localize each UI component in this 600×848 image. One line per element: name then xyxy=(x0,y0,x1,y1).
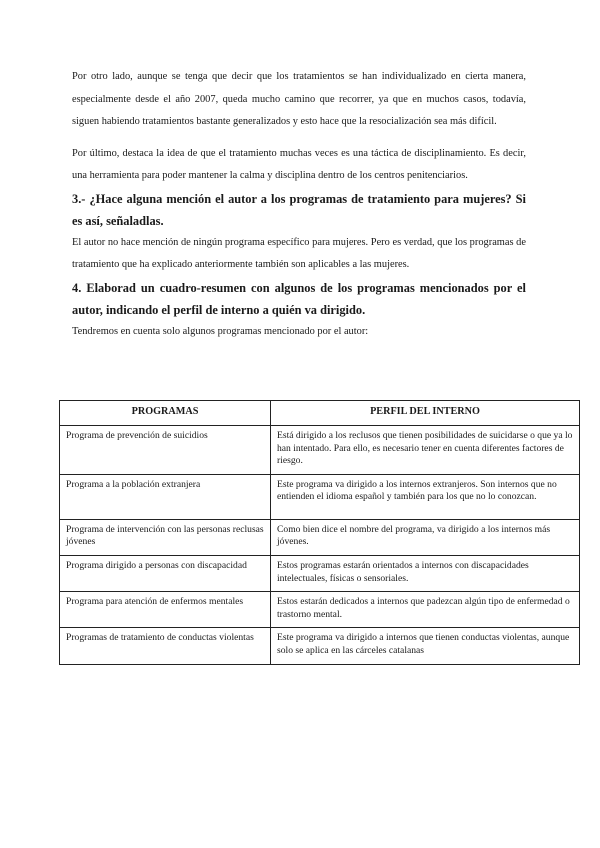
paragraph-disciplining-tactic: Por último, destaca la idea de que el tratamiento muchas veces es una táctica de disciplinamiento. Es decir, una herramienta para poder mantener la calma y disciplina dentro de los centros penitenciarios. xyxy=(72,147,526,181)
profile-cell: Estos programas estarán orientados a internos con discapacidades intelectuales, físicas o sensoriales. xyxy=(271,555,580,591)
table-row xyxy=(60,628,580,664)
table-row xyxy=(60,426,580,475)
table-row xyxy=(60,592,580,628)
header-programs: PROGRAMAS xyxy=(60,401,271,426)
programs-summary-table xyxy=(59,400,580,665)
question-4-intro: Tendremos en cuenta solo algunos programas mencionado por el autor: xyxy=(72,325,369,337)
question-3-heading: 3.- ¿Hace alguna mención el autor a los programas de tratamiento para mujeres? Si es así, señaladlas. xyxy=(72,191,526,228)
header-inmate-profile: PERFIL DEL INTERNO xyxy=(271,401,580,426)
paragraph-treatments-individualized: Por otro lado, aunque se tenga que decir que los tratamientos se han individualizado en cierta manera, especialmente desde el año 2007, queda mucho camino que recorrer, ya que en muchos casos, todavía, siguen habiendo tratamientos bastante generalizados y esto hace que la resocialización sea más difícil. xyxy=(72,71,526,127)
question-3-answer: El autor no hace mención de ningún programa específico para mujeres. Pero es verdad, que los programas de tratamiento que ha explicado anteriormente también son aplicables a las mujeres. xyxy=(72,236,526,270)
program-cell: Programa de intervención con las personas reclusas jóvenes xyxy=(60,519,271,555)
table-row xyxy=(60,555,580,591)
program-cell: Programas de tratamiento de conductas violentas xyxy=(60,628,271,664)
profile-cell: Está dirigido a los reclusos que tienen posibilidades de suicidarse o que ya lo han intentado. Para ello, es necesario tener en cuenta diferentes factores de riesgo. xyxy=(271,426,580,475)
profile-cell: Como bien dice el nombre del programa, va dirigido a los internos más jóvenes. xyxy=(271,519,580,555)
profile-cell: Este programa va dirigido a internos que tienen conductas violentas, aunque solo se aplica en las cárceles catalanas xyxy=(271,628,580,664)
profile-cell: Estos estarán dedicados a internos que padezcan algún tipo de enfermedad o trastorno mental. xyxy=(271,592,580,628)
table-row xyxy=(60,474,580,519)
table-header-row xyxy=(60,401,580,426)
program-cell: Programa a la población extranjera xyxy=(60,474,271,519)
program-cell: Programa de prevención de suicidios xyxy=(60,426,271,475)
document-page xyxy=(72,66,526,343)
profile-cell: Este programa va dirigido a los internos extranjeros. Son internos que no entienden el idioma español y también para los que no lo conozcan. xyxy=(271,474,580,519)
program-cell: Programa dirigido a personas con discapacidad xyxy=(60,555,271,591)
question-4-heading: 4. Elaborad un cuadro-resumen con algunos de los programas mencionados por el autor, indicando el perfil de interno a quién va dirigido. xyxy=(72,280,526,317)
program-cell: Programa para atención de enfermos mentales xyxy=(60,592,271,628)
table-row xyxy=(60,519,580,555)
